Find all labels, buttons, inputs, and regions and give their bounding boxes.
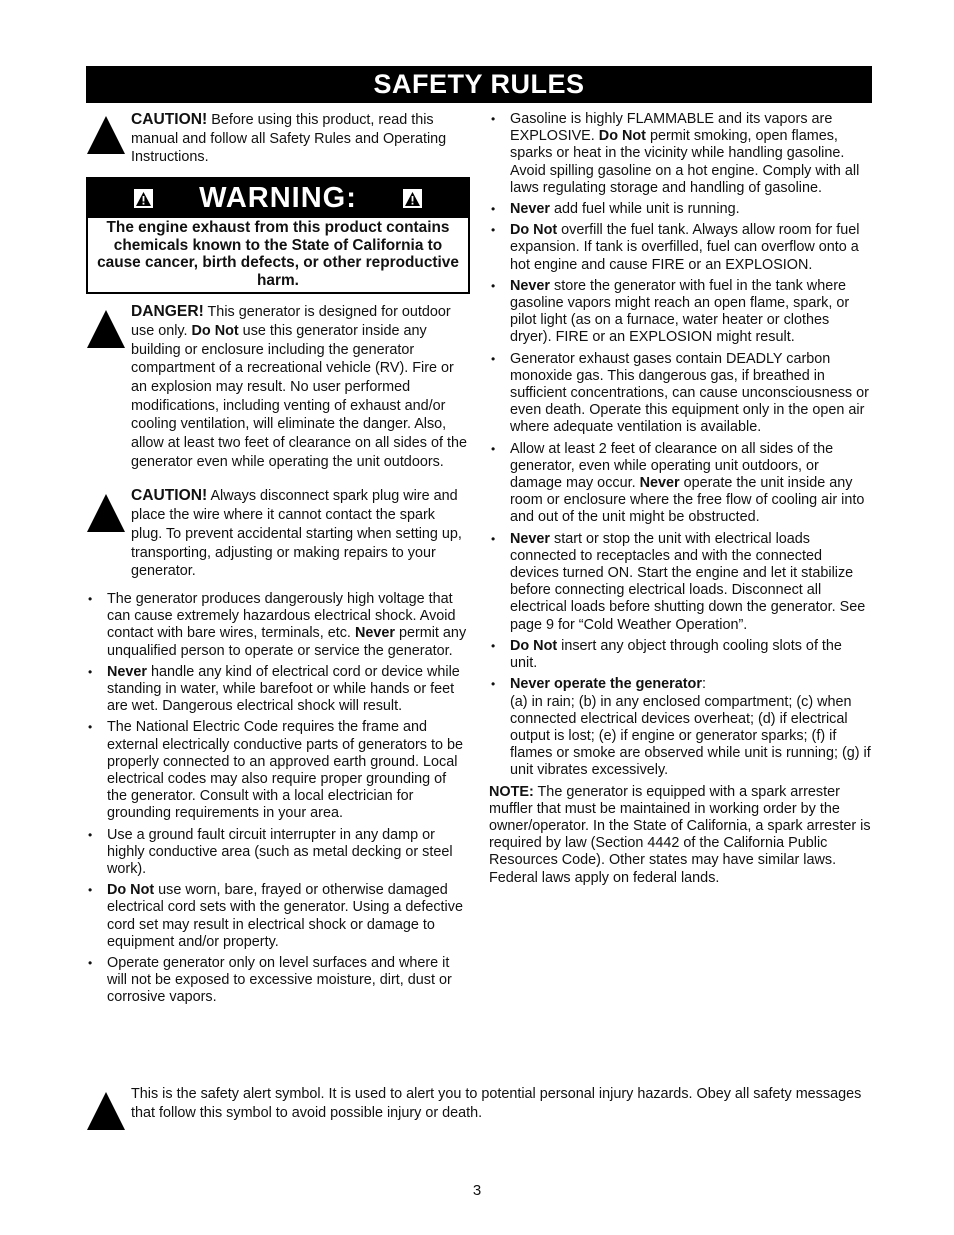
caution-text: Always disconnect spark plug wire and place the wire where it cannot contact the spark plug. To prevent accidental starting when setting up, transporting, adjusting or making repairs to your generator. — [131, 488, 462, 580]
safety-alert-icon — [403, 189, 422, 208]
caution-text: Before using this product, read this manual and follow all Safety Rules and Operating Instructions. — [131, 112, 447, 166]
never-operate-heading: Never operate the generator — [510, 676, 702, 693]
danger-do-not: Do Not — [191, 322, 239, 339]
caution-keyword: CAUTION! — [131, 111, 208, 128]
list-item: • Use a ground fault circuit interrupter in any damp or highly conductive area (such as metal decking or steel work). — [86, 827, 470, 879]
caution-before-use — [86, 111, 470, 169]
list-item: • Do Not overfill the fuel tank. Always allow room for fuel expansion. If tank is overfilled, fuel can overflow onto a hot engine and cause FIRE or an EXPLOSION. — [489, 222, 873, 274]
left-column — [86, 111, 470, 1011]
safety-alert-icon — [86, 115, 126, 155]
safety-rules-banner: SAFETY RULES — [86, 66, 872, 103]
safety-alert-icon — [86, 493, 126, 533]
list-item: • The generator produces dangerously high voltage that can cause extremely hazardous electrical shock. Avoid contact with bare wires, terminals, etc. Never permit any unqualified person to operate or service the generator. — [86, 591, 470, 660]
warning-text: The engine exhaust from this product contains chemicals known to the State of California to cause cancer, birth defects, or other reproductive harm. — [97, 219, 459, 289]
note-label: NOTE: — [489, 783, 534, 800]
list-item: • Do Not use worn, bare, frayed or otherwise damaged electrical cord sets with the generator. Using a defective cord set may result in electrical shock or damage to equipment and/or property. — [86, 882, 470, 951]
safety-alert-icon — [134, 189, 153, 208]
list-item: • Never handle any kind of electrical cord or device while standing in water, while barefoot or while hands or feet are wet. Dangerous electrical shock will result. — [86, 664, 470, 716]
danger-text-1: This generator is designed for outdoor use only. — [131, 304, 451, 339]
never-operate-item: • Never operate the generator: (a) in rain; (b) in any enclosed compartment; (c) when connected electrical devices overheat; (d) if electrical output is lost; (e) if engine or generator sparks; (f) if flames or smoke are observed while unit is running; (g) if unit vibrates excessively. — [489, 676, 873, 779]
safety-symbol-footnote — [86, 1085, 872, 1122]
list-item: • Do Not insert any object through cooling slots of the unit. — [489, 638, 873, 672]
warning-heading: WARNING: — [199, 182, 357, 215]
list-item: • Never start or stop the unit with electrical loads connected to receptacles and with the connected devices turned ON. Start the engine and let it stabilize before connecting electrical loads. Disconnect all electrical loads before shutting down the generator. See page 9 for “Cold Weather Operation”. — [489, 531, 873, 634]
list-item: • Never add fuel while unit is running. — [489, 201, 873, 218]
never-operate-conditions: (a) in rain; (b) in any enclosed compartment; (c) when connected electrical devices overheat; (d) if electrical output is lost; (e) if engine or generator sparks; (f) if flames or smoke are observed while unit is running; (g) if unit vibrates excessively. — [510, 693, 871, 779]
list-item: • Generator exhaust gases contain DEADLY carbon monoxide gas. This dangerous gas, if breathed in sufficient concentrations, can cause unconsciousness or even death. Operate this equipment only in the open air where adequate ventilation is available. — [489, 351, 873, 437]
note-text: The generator is equipped with a spark arrester muffler that must be maintained in working order by the owner/operator. In the State of California, a spark arrester is required by law (Section 4442 of the California Public Resources Code). Other states may have similar laws. Federal laws apply on federal lands. — [489, 783, 871, 886]
list-item: • Allow at least 2 feet of clearance on all sides of the generator, even while operating unit outdoors, or damage may occur. Never operate the unit inside any room or enclosure where the free flow of cooling air into and out of the unit might be obstructed. — [489, 441, 873, 527]
list-item: • Operate generator only on level surfaces and where it will not be exposed to excessive moisture, dirt, dust or corrosive vapors. — [86, 955, 470, 1007]
danger-keyword: DANGER! — [131, 303, 204, 321]
spark-arrester-note — [489, 784, 873, 887]
warning-header — [88, 179, 468, 218]
list-item: • Never store the generator with fuel in the tank where gasoline vapors might reach an open flame, spark, or pilot light (as on a furnace, water heater or clothes dryer). FIRE or an EXPLOSION might result. — [489, 278, 873, 347]
list-item: • The National Electric Code requires the frame and external electrically conductive parts of generators to be properly connected to an approved earth ground. Local electrical codes may also require proper grounding of the generator. Consult with a local electrician for grounding requirements in your area. — [86, 719, 470, 822]
danger-text-2: use this generator inside any building or enclosure including the generator compartment of a recreational vehicle (RV). Fire or an explosion may result. No user performed modifications, including venting of exhaust and/or cooling ventilation, will eliminate the danger. Also, allow at least two feet of clearance on all sides of the generator even while operating the unit outdoors. — [131, 322, 467, 470]
footnote-text: This is the safety alert symbol. It is used to alert you to potential personal injury hazards. Obey all safety messages that follow this symbol to avoid possible injury or death. — [131, 1086, 862, 1121]
list-item: • Gasoline is highly FLAMMABLE and its vapors are EXPLOSIVE. Do Not permit smoking, open flames, sparks or heat in the vicinity while handling gasoline. Avoid spilling gasoline on a hot engine. Comply with all laws regulating storage and handling of gasoline. — [489, 111, 873, 197]
warning-box — [86, 177, 470, 294]
safety-alert-icon — [86, 309, 126, 349]
page-number: 3 — [472, 1182, 482, 1199]
safety-alert-icon — [86, 1091, 126, 1131]
right-column — [489, 111, 873, 887]
caution-keyword: CAUTION! — [131, 487, 208, 505]
right-bullet-list — [489, 111, 873, 780]
caution-spark-plug — [86, 487, 470, 581]
danger-outdoor-use — [86, 303, 470, 471]
left-bullet-list — [86, 591, 470, 1007]
